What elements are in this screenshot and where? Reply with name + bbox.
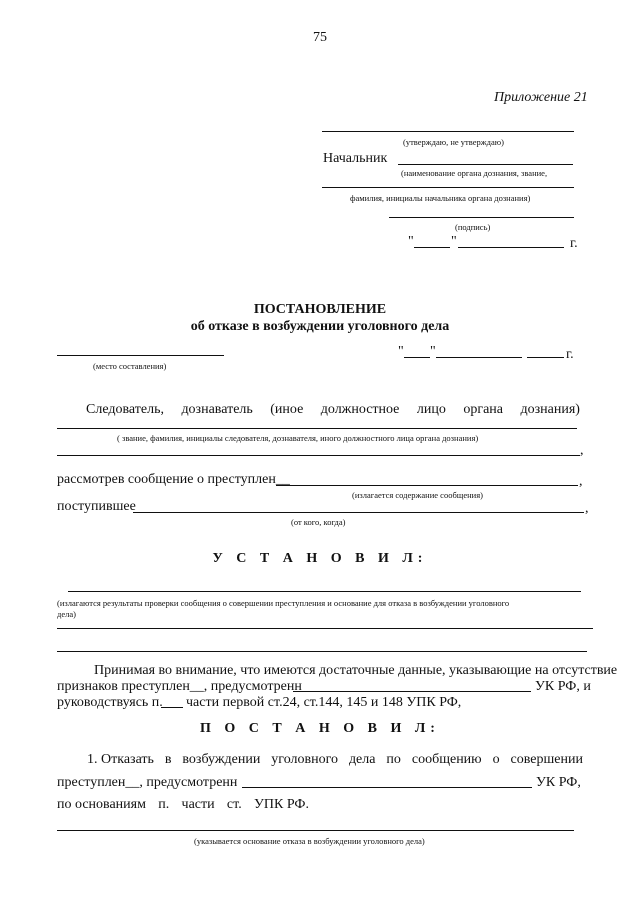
place-day-line[interactable] xyxy=(404,357,430,358)
established-heading: У С Т А Н О В И Л: xyxy=(212,551,428,566)
place-note: (место составления) xyxy=(93,361,167,371)
decided-word: в xyxy=(164,752,172,767)
place-month-line[interactable] xyxy=(436,357,522,358)
basis-word: части xyxy=(181,797,215,812)
date-quote-close: " xyxy=(451,234,457,249)
considering-line-3-start: руководствуясь п. xyxy=(57,695,163,710)
investigator-line xyxy=(86,402,580,418)
considering-line-3-end: части первой ст.24, ст.144, 145 и 148 УПК РФ, xyxy=(186,695,462,710)
investigator-word: должностное xyxy=(320,402,400,417)
place-quote-open: " xyxy=(398,344,404,359)
decided-heading: П О С Т А Н О В И Л: xyxy=(200,721,440,736)
investigator-word: органа xyxy=(463,402,503,417)
place-year: г. xyxy=(566,347,574,362)
approval-line[interactable] xyxy=(322,131,574,132)
review-content-note: (излагается содержание сообщения) xyxy=(352,490,483,500)
basis-note: (указывается основание отказа в возбуждении уголовного дела) xyxy=(194,836,425,846)
decided-word: уголовного xyxy=(271,752,338,767)
place-line[interactable] xyxy=(57,355,224,356)
page-number: 75 xyxy=(313,30,327,45)
basis-line[interactable] xyxy=(57,830,574,831)
decided-item-1-line-3 xyxy=(57,797,309,813)
signature-note: (подпись) xyxy=(455,222,491,232)
place-year-line[interactable] xyxy=(527,357,564,358)
established-note-2: дела) xyxy=(57,609,76,619)
chief-name-note: фамилия, инициалы начальника органа дознания) xyxy=(350,193,531,203)
investigator-word: (иное xyxy=(270,402,304,417)
decided-item-1-line-1 xyxy=(87,752,583,768)
established-line-2[interactable] xyxy=(57,628,593,629)
decided-item-1-line-2-start: преступлен__, предусмотренн xyxy=(57,775,238,790)
date-day-line[interactable] xyxy=(414,247,450,248)
decided-word: дела xyxy=(348,752,376,767)
decided-word: по xyxy=(386,752,401,767)
investigator-fill-line-2[interactable] xyxy=(57,455,580,456)
chief-line[interactable] xyxy=(398,164,573,165)
date-year: г. xyxy=(570,236,578,251)
decided-word: возбуждении xyxy=(182,752,261,767)
decided-article-line[interactable] xyxy=(242,787,532,788)
investigator-word: дознания) xyxy=(520,402,580,417)
review-content-line[interactable] xyxy=(276,485,578,486)
decided-word: 1. Отказать xyxy=(87,752,154,767)
considering-line-2-start: признаков преступлен__, предусмотренн xyxy=(57,679,302,694)
considering-point-line[interactable] xyxy=(161,707,183,708)
basis-word: по основаниям xyxy=(57,797,146,812)
investigator-fill-line[interactable] xyxy=(57,428,577,429)
received-comma: , xyxy=(585,501,589,516)
date-quote-open: " xyxy=(408,234,414,249)
approve-note: (утверждаю, не утверждаю) xyxy=(403,137,504,147)
investigator-note: ( звание, фамилия, инициалы следователя, дознавателя, иного должностного лица органа дознания) xyxy=(117,433,479,443)
considering-line-1: Принимая во внимание, что имеются достаточные данные, указывающие на отсутствие xyxy=(94,663,618,678)
decided-word: о xyxy=(492,752,500,767)
considering-article-line[interactable] xyxy=(293,691,531,692)
investigator-word: дознаватель xyxy=(181,402,253,417)
date-month-line[interactable] xyxy=(458,247,564,248)
document-subtitle: об отказе в возбуждении уголовного дела xyxy=(190,319,450,334)
established-line-1[interactable] xyxy=(68,591,581,592)
signature-line[interactable] xyxy=(389,217,574,218)
chief-label: Начальник xyxy=(323,151,388,166)
decided-item-1-line-2-end: УК РФ, xyxy=(536,775,581,790)
established-note-1: (излагаются результаты проверки сообщения о совершении преступления и основание для отказа в возбуждении уголовного xyxy=(57,598,510,608)
considering-line-2-end: УК РФ, и xyxy=(535,679,591,694)
investigator-word: Следователь, xyxy=(86,402,164,417)
decided-word: совершении xyxy=(510,752,583,767)
basis-word: п. xyxy=(158,797,170,812)
basis-word: УПК РФ. xyxy=(253,797,309,812)
place-quote-close: " xyxy=(430,344,436,359)
organ-note: (наименование органа дознания, звание, xyxy=(401,168,548,178)
received-label: поступившее xyxy=(57,499,136,514)
review-label: рассмотрев сообщение о преступлен__ xyxy=(57,472,290,487)
from-note: (от кого, когда) xyxy=(291,517,346,527)
decided-word: сообщению xyxy=(411,752,482,767)
established-line-3[interactable] xyxy=(57,651,587,652)
basis-word: ст. xyxy=(226,797,242,812)
received-line[interactable] xyxy=(133,512,584,513)
review-comma: , xyxy=(579,474,583,489)
investigator-comma: , xyxy=(580,443,584,458)
chief-name-line[interactable] xyxy=(322,187,574,188)
investigator-word: лицо xyxy=(416,402,446,417)
appendix-label: Приложение 21 xyxy=(494,90,588,105)
document-title: ПОСТАНОВЛЕНИЕ xyxy=(253,302,387,317)
